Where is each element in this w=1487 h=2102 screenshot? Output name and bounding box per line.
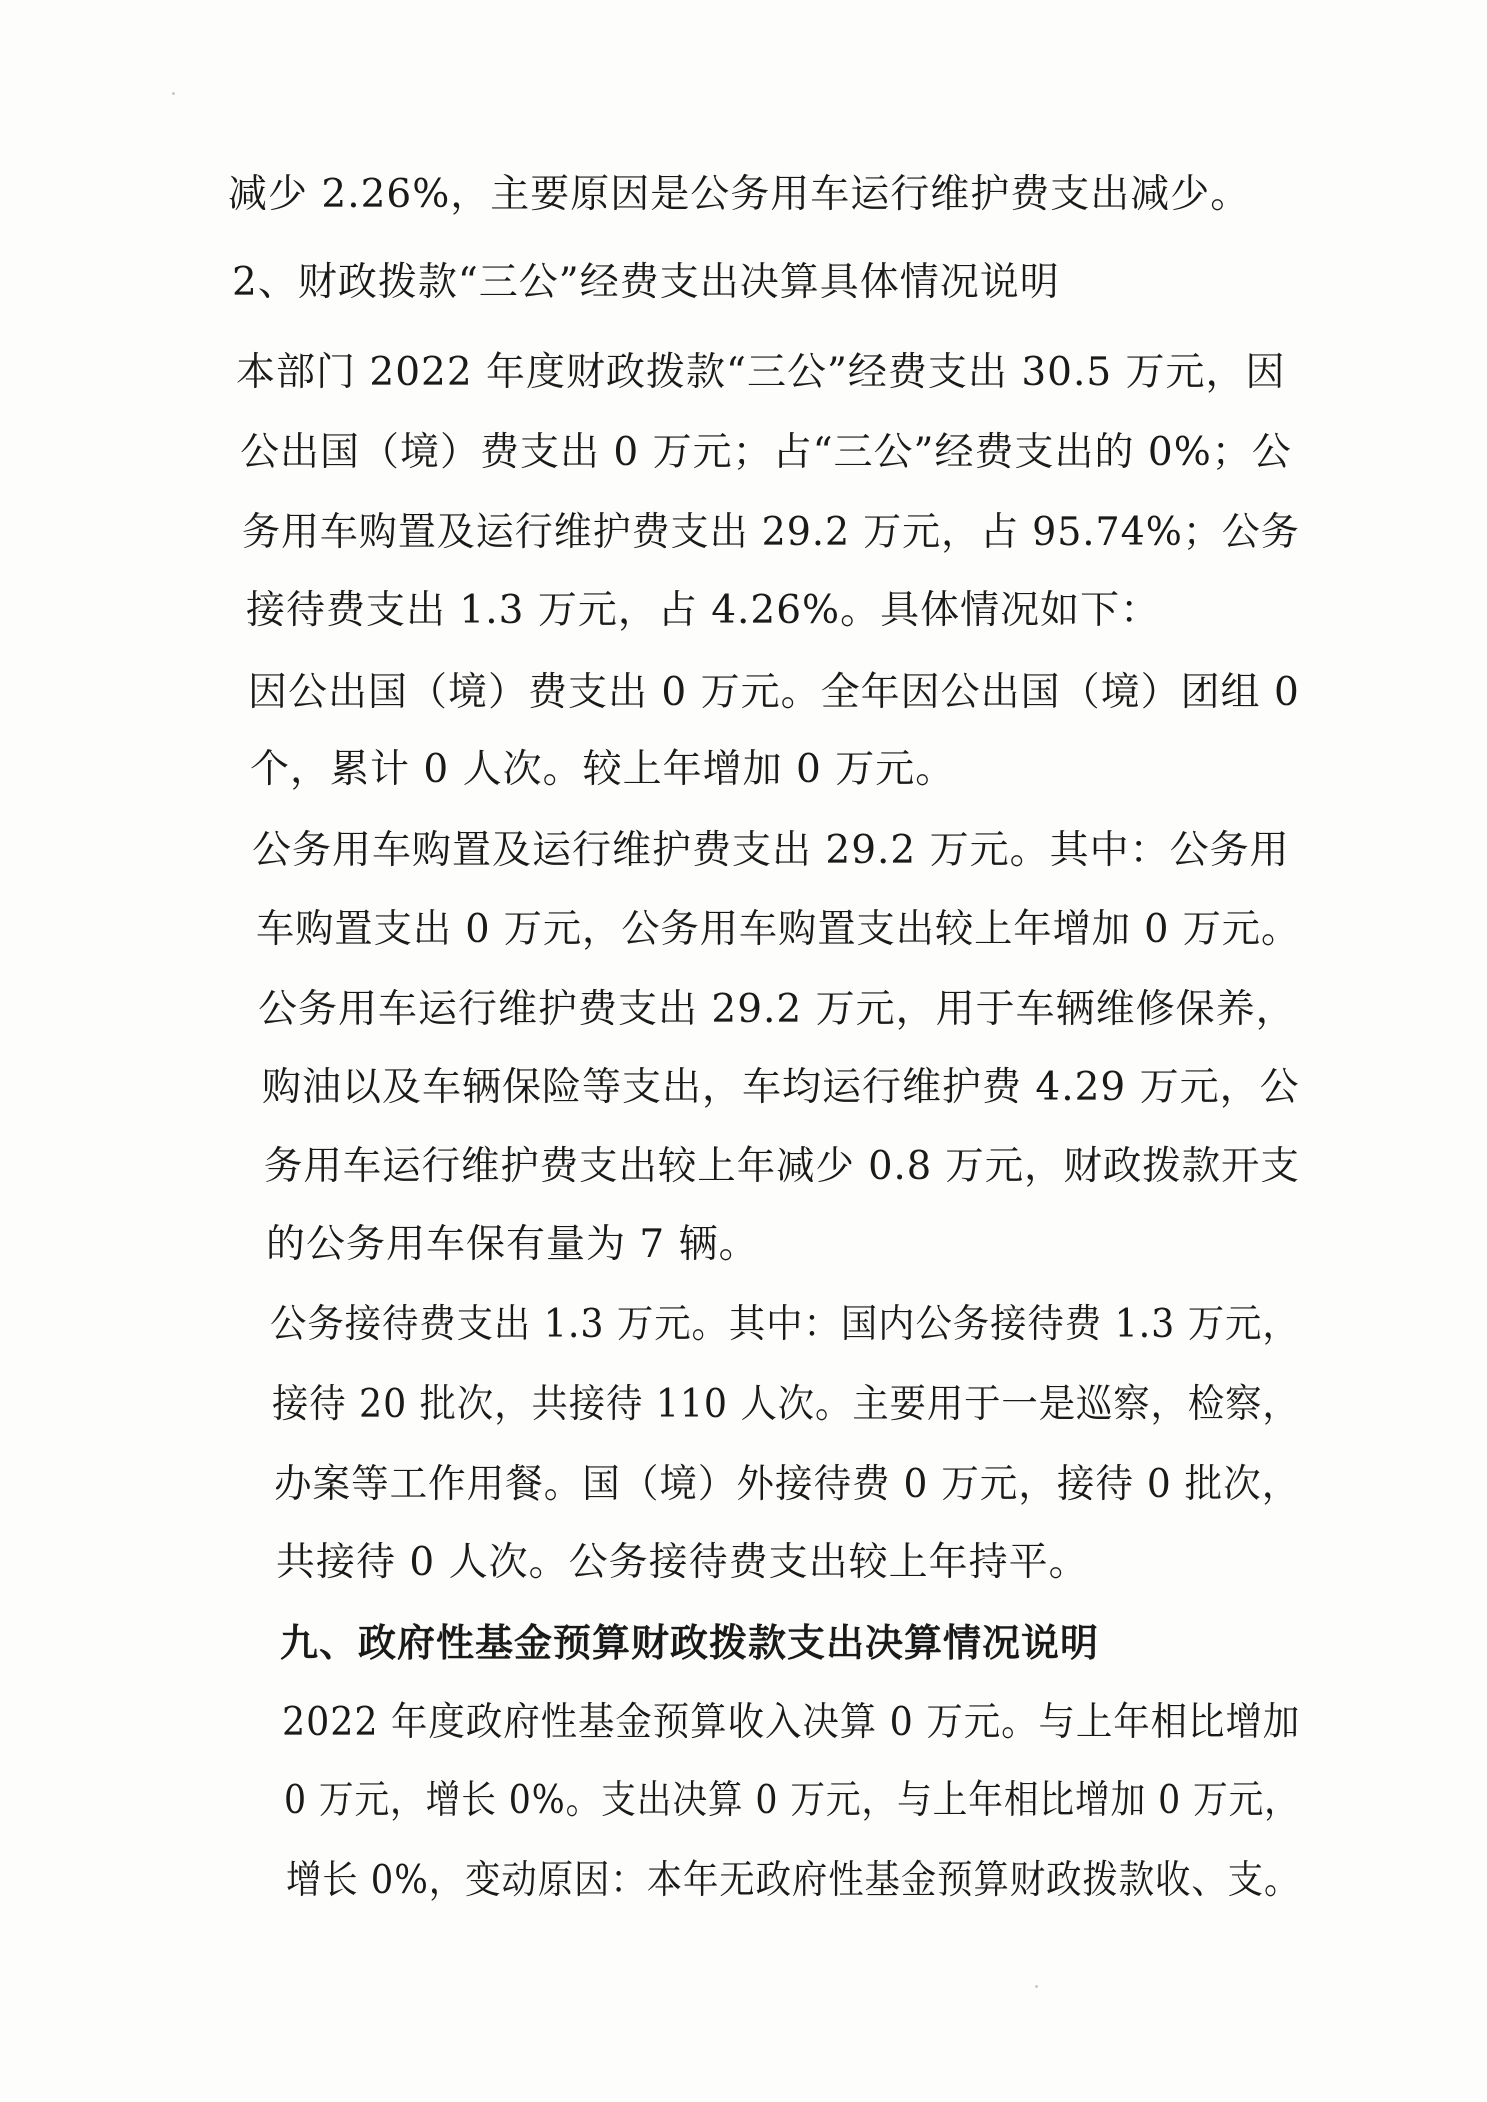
scan-speck [1035, 1985, 1038, 1988]
paragraph-line: 公务用车运行维护费支出 29.2 万元，用于车辆维修保养， [258, 987, 1296, 1032]
section-heading: 九、政府性基金预算财政拨款支出决算情况说明 [280, 1621, 1100, 1665]
paragraph-line: 的公务用车保有量为 7 辆。 [266, 1222, 759, 1267]
paragraph-line: 因公出国（境）费支出 0 万元。全年因公出国（境）团组 0 [248, 670, 1300, 715]
paragraph-line: 个，累计 0 人次。较上年增加 0 万元。 [250, 747, 956, 792]
section-subheading: 2、财政拨款“三公”经费支出决算具体情况说明 [232, 260, 1060, 305]
paragraph-line: 办案等工作用餐。国（境）外接待费 0 万元，接待 0 批次， [274, 1462, 1301, 1507]
paragraph-line: 减少 2.26%，主要原因是公务用车运行维护费支出减少。 [228, 172, 1251, 217]
paragraph-line: 共接待 0 人次。公务接待费支出较上年持平。 [276, 1540, 1089, 1585]
paragraph-line: 购油以及车辆保险等支出，车均运行维护费 4.29 万元，公 [262, 1065, 1300, 1110]
scan-speck [172, 92, 175, 95]
paragraph-line: 接待费支出 1.3 万元，占 4.26%。具体情况如下： [246, 588, 1161, 633]
paragraph-line: 公务接待费支出 1.3 万元。其中：国内公务接待费 1.3 万元， [270, 1302, 1300, 1347]
paragraph-line: 公出国（境）费支出 0 万元；占“三公”经费支出的 0%；公 [240, 430, 1292, 475]
paragraph-line: 务用车运行维护费支出较上年减少 0.8 万元，财政拨款开支 [264, 1144, 1300, 1189]
paragraph-line: 增长 0%，变动原因：本年无政府性基金预算财政拨款收、支。 [286, 1858, 1301, 1903]
paragraph-line: 车购置支出 0 万元，公务用车购置支出较上年增加 0 万元。 [256, 907, 1301, 952]
paragraph-line: 接待 20 批次，共接待 110 人次。主要用于一是巡察，检察， [272, 1382, 1300, 1427]
paragraph-line: 务用车购置及运行维护费支出 29.2 万元，占 95.74%；公务 [242, 510, 1300, 555]
paragraph-line: 0 万元，增长 0%。支出决算 0 万元，与上年相比增加 0 万元， [284, 1778, 1300, 1823]
paragraph-line: 本部门 2022 年度财政拨款“三公”经费支出 30.5 万元，因 [236, 350, 1286, 395]
paragraph-line: 2022 年度政府性基金预算收入决算 0 万元。与上年相比增加 [282, 1700, 1301, 1745]
paragraph-line: 公务用车购置及运行维护费支出 29.2 万元。其中：公务用 [252, 828, 1290, 873]
